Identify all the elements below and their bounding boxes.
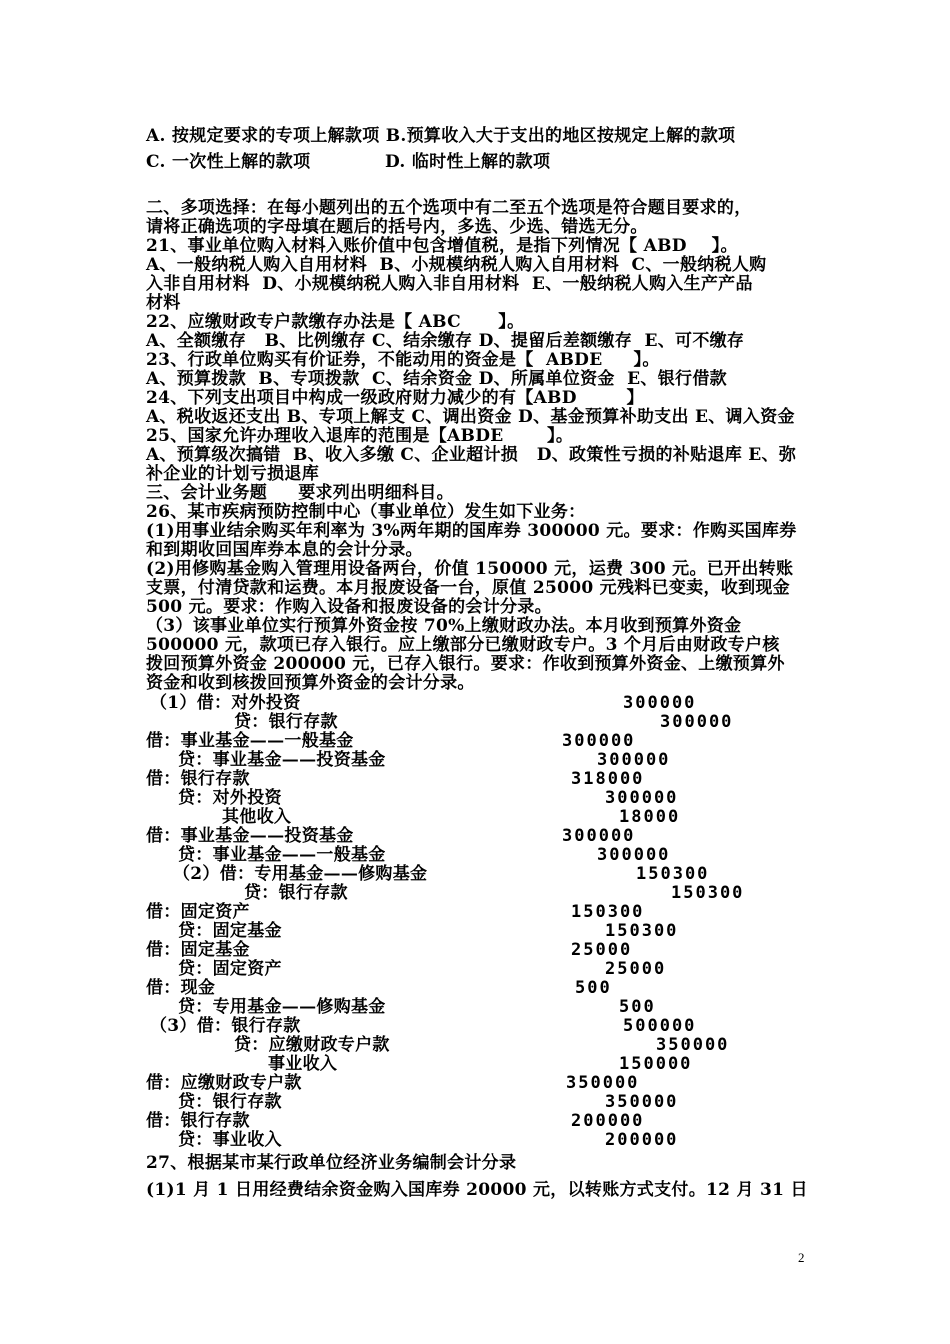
journal-entry-amount: 300000 [623, 693, 697, 713]
text-line: 和到期收回国库券本息的会计分录。 [146, 540, 423, 560]
journal-entry-account: 贷：对外投资 [178, 788, 282, 808]
journal-entry-amount: 300000 [597, 750, 671, 770]
journal-entry-account: （1）借：对外投资 [150, 693, 301, 713]
journal-entry-account: 贷：应缴财政专户款 [234, 1035, 390, 1055]
option-line: 入非自用材料 D、小规模纳税人购入非自用材料 E、一般纳税人购入生产产品 [146, 274, 753, 294]
page-number: 2 [798, 1250, 805, 1265]
journal-entry-account: 贷：专用基金——修购基金 [178, 997, 386, 1017]
text-line: （3）该事业单位实行预算外资金按 70%上缴财政办法。本月收到预算外资金 [146, 616, 742, 636]
journal-entry-amount: 300000 [660, 712, 734, 732]
question-line: 27、根据某市某行政单位经济业务编制会计分录 [146, 1153, 517, 1173]
journal-entry-amount: 350000 [566, 1073, 640, 1093]
journal-entry-amount: 500000 [623, 1016, 697, 1036]
section-heading: 三、会计业务题 要求列出明细科目。 [146, 483, 454, 503]
journal-entry-account: 借：事业基金——一般基金 [146, 731, 354, 751]
journal-entry-account: 贷：银行存款 [244, 883, 348, 903]
text-line: 资金和收到核拨回预算外资金的会计分录。 [146, 673, 475, 693]
journal-entry-amount: 18000 [619, 807, 681, 827]
journal-entry-amount: 500 [575, 978, 612, 998]
option-line: A、预算拨款 B、专项拨款 C、结余资金 D、所属单位资金 E、银行借款 [146, 369, 727, 389]
option-line: C. 一次性上解的款项 D. 临时性上解的款项 [146, 152, 551, 172]
text-line: 500000 元，款项已存入银行。应上缴部分已缴财政专户。3 个月后由财政专户核 [146, 635, 780, 655]
journal-entry-account: 贷：银行存款 [178, 1092, 282, 1112]
journal-entry-amount: 300000 [562, 826, 636, 846]
journal-entry-account: （3）借：银行存款 [150, 1016, 301, 1036]
section-heading: 二、多项选择：在每小题列出的五个选项中有二至五个选项是符合题目要求的， [146, 198, 752, 218]
question-line: 25、国家允许办理收入退库的范围是【ABDE 】。 [146, 426, 574, 446]
text-line: 拨回预算外资金 200000 元，已存入银行。要求：作收到预算外资金、上缴预算外 [146, 654, 785, 674]
journal-entry-amount: 300000 [562, 731, 636, 751]
journal-entry-account: 贷：事业基金——投资基金 [178, 750, 386, 770]
option-line: A. 按规定要求的专项上解款项 B.预算收入大于支出的地区按规定上解的款项 [146, 126, 736, 146]
journal-entry-amount: 300000 [605, 788, 679, 808]
journal-entry-account: 贷：事业基金——一般基金 [178, 845, 386, 865]
journal-entry-amount: 350000 [605, 1092, 679, 1112]
text-line: 请将正确选项的字母填在题后的括号内，多选、少选、错选无分。 [146, 217, 648, 237]
journal-entry-amount: 25000 [571, 940, 633, 960]
question-line: 22、应缴财政专户款缴存办法是【 ABC 】。 [146, 312, 525, 332]
text-line: 500 元。要求：作购入设备和报废设备的会计分录。 [146, 597, 552, 617]
text-line: (1)1 月 1 日用经费结余资金购入国库券 20000 元，以转账方式支付。12 月 31 日 [146, 1180, 808, 1200]
option-line: 补企业的计划亏损退库 [146, 464, 319, 484]
journal-entry-amount: 150300 [636, 864, 710, 884]
journal-entry-account: 其他收入 [222, 807, 292, 827]
journal-entry-amount: 200000 [605, 1130, 679, 1150]
question-line: 24、下列支出项目中构成一级政府财力减少的有【ABD 】 [146, 388, 644, 408]
journal-entry-account: 事业收入 [268, 1054, 338, 1074]
journal-entry-account: 借：固定基金 [146, 940, 250, 960]
journal-entry-account: 借：事业基金——投资基金 [146, 826, 354, 846]
journal-entry-amount: 150300 [571, 902, 645, 922]
journal-entry-account: 借：银行存款 [146, 769, 250, 789]
journal-entry-amount: 150000 [619, 1054, 693, 1074]
journal-entry-amount: 150300 [605, 921, 679, 941]
journal-entry-account: 贷：银行存款 [234, 712, 338, 732]
text-line: (2)用修购基金购入管理用设备两台，价值 150000 元，运费 300 元。已开出转账 [146, 559, 794, 579]
option-line: 材料 [146, 293, 181, 313]
text-line: 支票，付清贷款和运费。本月报废设备一台，原值 25000 元残料已变卖，收到现金 [146, 578, 790, 598]
journal-entry-account: 借：应缴财政专户款 [146, 1073, 302, 1093]
option-line: A、一般纳税人购入自用材料 B、小规模纳税人购入自用材料 C、一般纳税人购 [146, 255, 767, 275]
option-line: A、税收返还支出 B、专项上解支 C、调出资金 D、基金预算补助支出 E、调入资金 [146, 407, 795, 427]
journal-entry-account: （2）借：专用基金——修购基金 [173, 864, 428, 884]
journal-entry-amount: 350000 [656, 1035, 730, 1055]
question-line: 26、某市疾病预防控制中心（事业单位）发生如下业务： [146, 502, 586, 522]
journal-entry-amount: 25000 [605, 959, 667, 979]
journal-entry-account: 借：现金 [146, 978, 216, 998]
question-line: 21、事业单位购入材料入账价值中包含增值税，是指下列情况【 ABD 】。 [146, 236, 738, 256]
question-line: 23、行政单位购买有价证券，不能动用的资金是【 ABDE 】。 [146, 350, 660, 370]
option-line: A、全额缴存 B、比例缴存 C、结余缴存 D、提留后差额缴存 E、可不缴存 [146, 331, 745, 351]
text-line: (1)用事业结余购买年利率为 3%两年期的国库券 300000 元。要求：作购买国库券 [146, 521, 797, 541]
journal-entry-account: 贷：事业收入 [178, 1130, 282, 1150]
journal-entry-amount: 150300 [671, 883, 745, 903]
journal-entry-amount: 300000 [597, 845, 671, 865]
option-line: A、预算级次搞错 B、收入多缴 C、企业超计损 D、政策性亏损的补贴退库 E、弥 [146, 445, 797, 465]
journal-entry-account: 贷：固定基金 [178, 921, 282, 941]
journal-entry-amount: 318000 [571, 769, 645, 789]
journal-entry-amount: 200000 [571, 1111, 645, 1131]
journal-entry-amount: 500 [619, 997, 656, 1017]
journal-entry-account: 借：银行存款 [146, 1111, 250, 1131]
journal-entry-account: 借：固定资产 [146, 902, 250, 922]
journal-entry-account: 贷：固定资产 [178, 959, 282, 979]
